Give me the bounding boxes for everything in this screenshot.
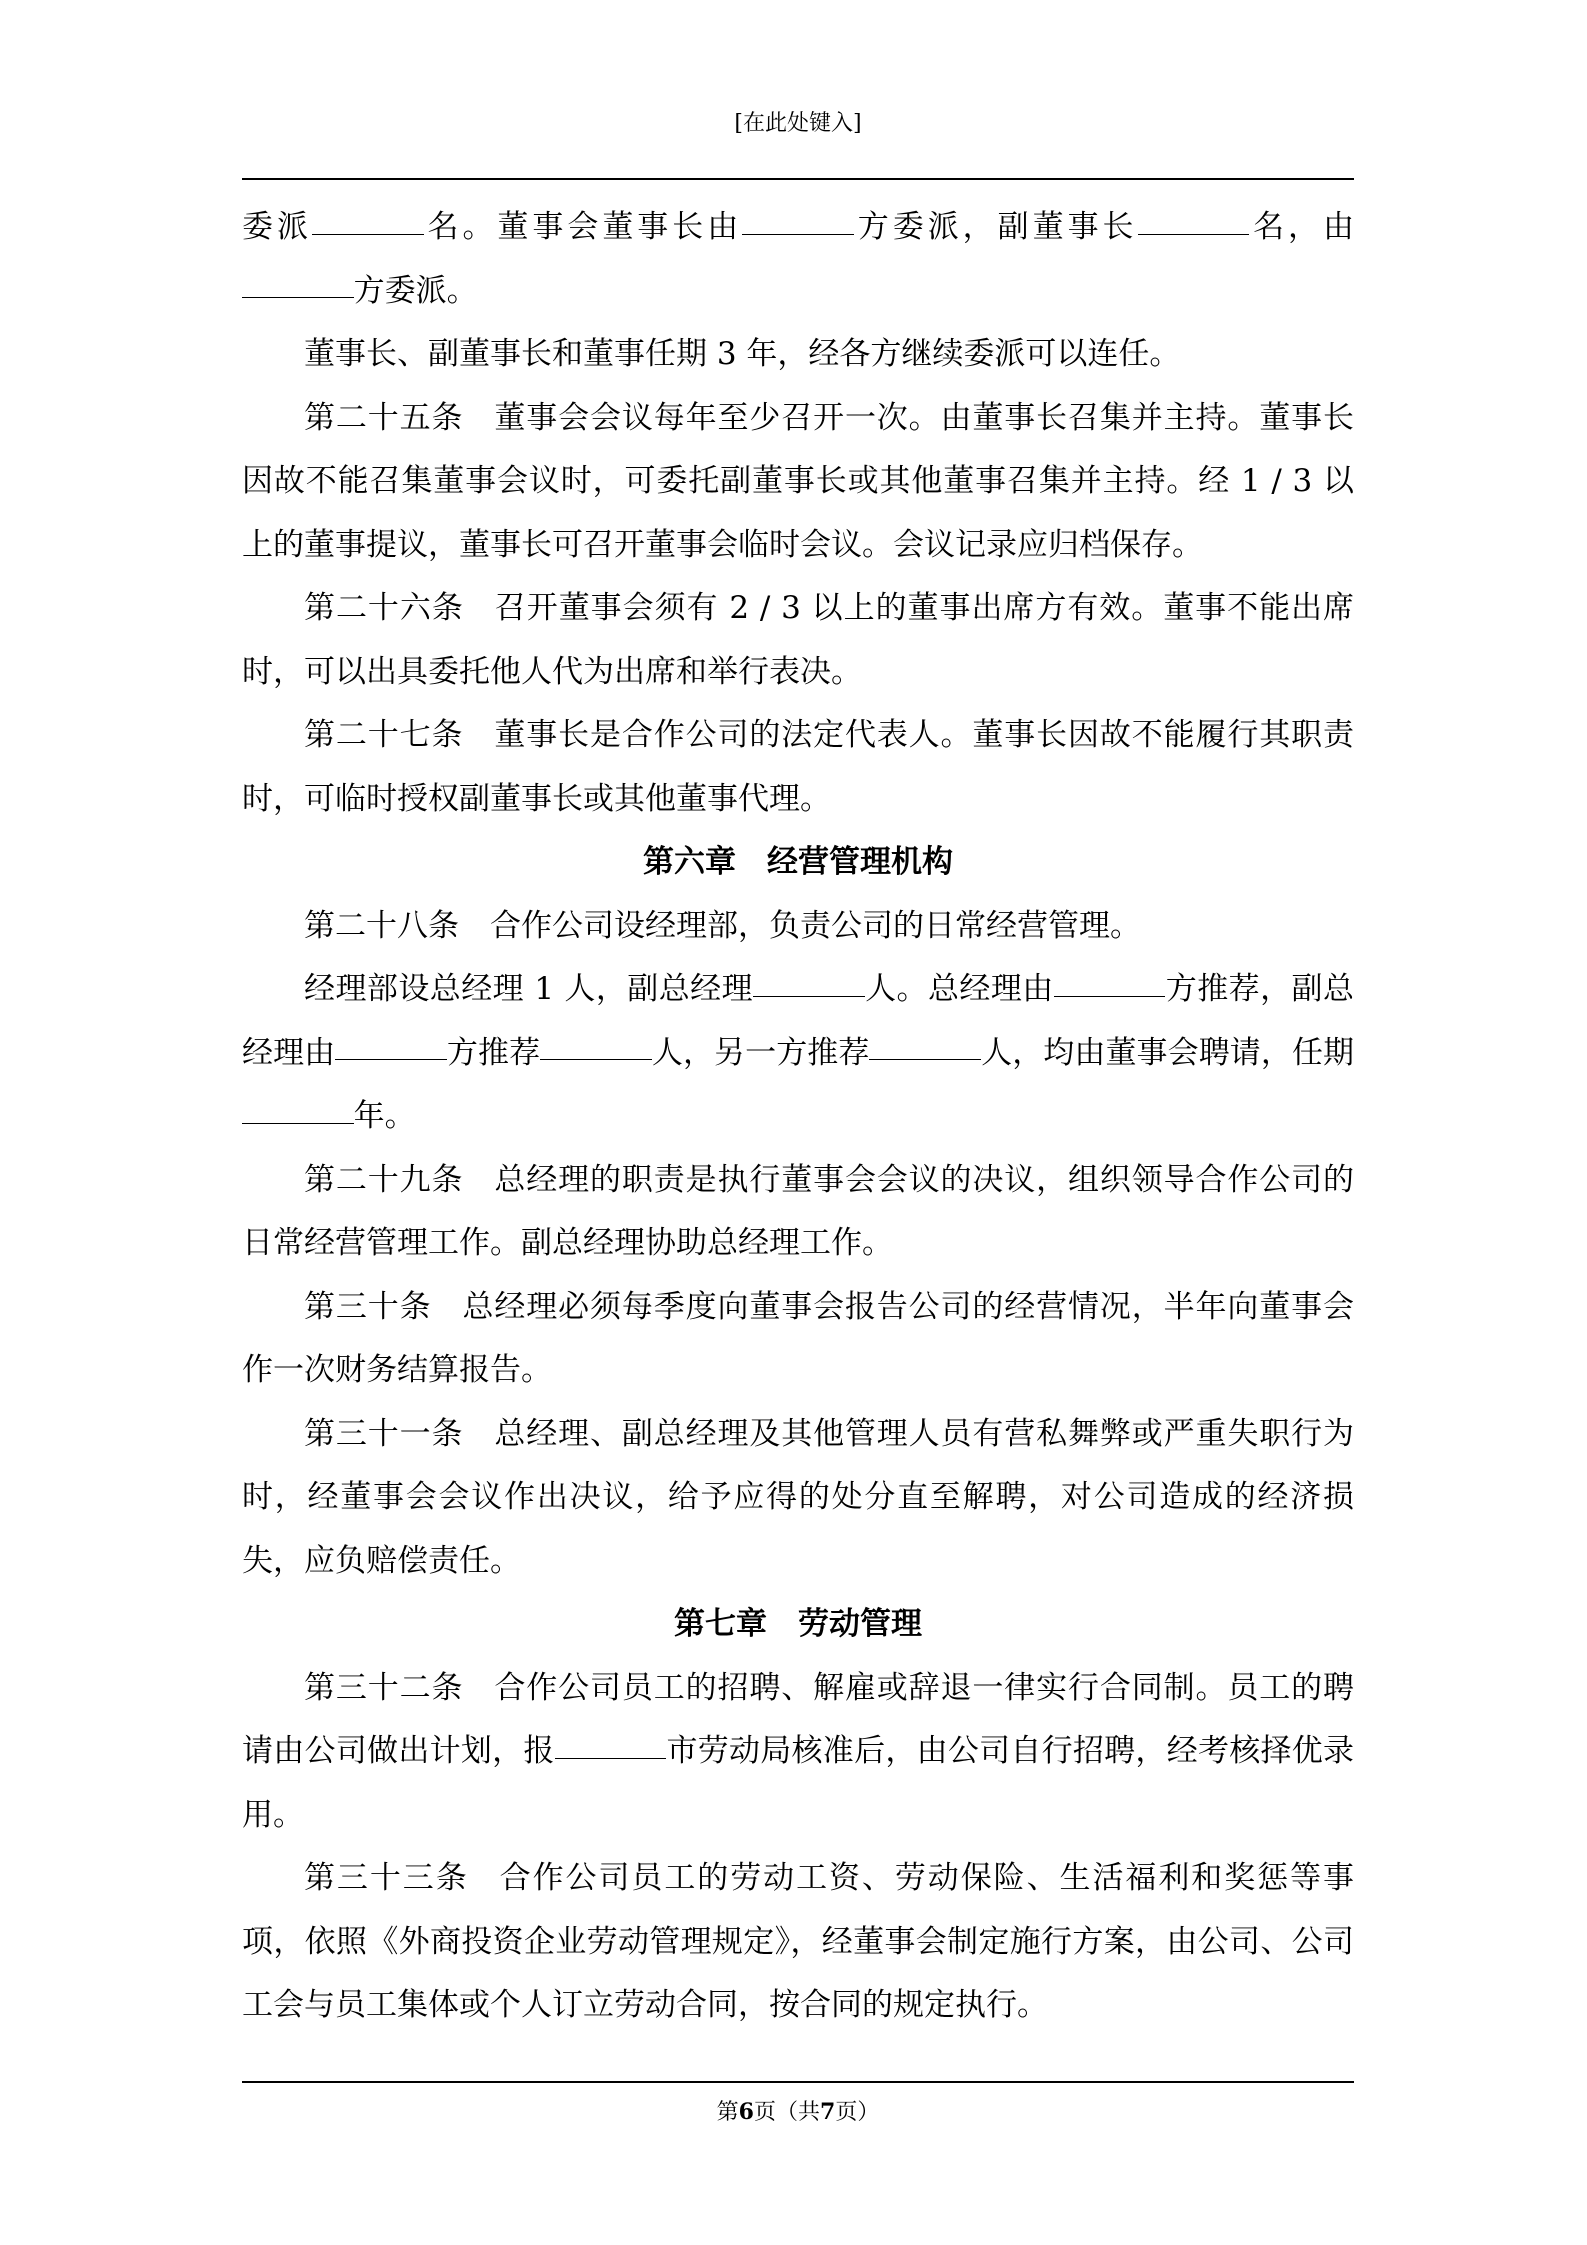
chapter-6-heading: 第六章 经营管理机构 — [643, 844, 953, 880]
fill-blank — [742, 233, 854, 235]
article-33: 第三十三条 合作公司员工的劳动工资、劳动保险、生活福利和奖惩等事项，依照《外商投资企业劳动管理规定》，经董事会制定施行方案，由公司、公司工会与员工集体或个人订立劳动合同，按合同的规定执行。 — [242, 1860, 1355, 2023]
chapter-7-heading: 第七章 劳动管理 — [674, 1606, 922, 1642]
header-rule — [242, 178, 1354, 180]
fill-blank — [1138, 233, 1250, 235]
fill-blank — [242, 296, 354, 298]
page-header: [在此处键入] — [734, 111, 862, 136]
article-number: 第二十八条 — [304, 907, 459, 944]
article-28: 第二十八条 合作公司设经理部，负责公司的日常经营管理。 — [304, 907, 1141, 944]
fill-blank — [1054, 995, 1166, 997]
article-number: 第三十三条 — [304, 1860, 469, 1896]
article-29: 第二十九条 总经理的职责是执行董事会会议的决议，组织领导合作公司的日常经营管理工作。副总经理协助总经理工作。 — [242, 1161, 1355, 1261]
article-27: 第二十七条 董事长是合作公司的法定代表人。董事长因故不能履行其职责时，可临时授权副董事长或其他董事代理。 — [242, 717, 1355, 817]
paragraph-term: 董事长、副董事长和董事任期 3 年，经各方继续委派可以连任。 — [304, 336, 1181, 372]
fill-blank — [540, 1058, 652, 1060]
page-number: 6 — [738, 2099, 754, 2125]
total-pages: 7 — [820, 2099, 836, 2125]
article-31: 第三十一条 总经理、副总经理及其他管理人员有营私舞弊或严重失职行为时，经董事会会议作出决议，给予应得的处分直至解聘，对公司造成的经济损失，应负赔偿责任。 — [242, 1415, 1355, 1579]
paragraph-board-composition: 委派 名。董事会董事长由 方委派，副董事长 名，由方委派。 — [242, 209, 1355, 309]
article-number: 第三十二条 — [304, 1669, 464, 1706]
footer-rule — [242, 2081, 1354, 2083]
fill-blank — [242, 1122, 354, 1124]
fill-blank — [753, 995, 865, 997]
article-25: 第二十五条 董事会会议每年至少召开一次。由董事长召集并主持。董事长因故不能召集董事会议时，可委托副董事长或其他董事召集并主持。经 1 / 3 以上的董事提议，董事长可召开董事会临时会议。会议记录应归档保存。 — [242, 399, 1355, 563]
article-32: 第三十二条 合作公司员工的招聘、解雇或辞退一律实行合同制。员工的聘请由公司做出计划，报 市劳动局核准后，由公司自行招聘，经考核择优录用。 — [242, 1669, 1355, 1833]
article-number: 第二十九条 — [304, 1161, 464, 1198]
paragraph-management-staffing: 经理部设总经理 1 人，副总经理 人。总经理由 方推荐，副总经理由 方推荐 人，另一方推荐 人，均由董事会聘请，任期年。 — [242, 971, 1355, 1134]
fill-blank — [869, 1058, 981, 1060]
article-number: 第三十条 — [304, 1288, 432, 1325]
document-body — [242, 196, 1354, 2038]
article-number: 第二十七条 — [304, 717, 464, 753]
fill-blank — [335, 1058, 447, 1060]
article-30: 第三十条 总经理必须每季度向董事会报告公司的经营情况，半年向董事会作一次财务结算报告。 — [242, 1288, 1354, 1388]
page-footer: 第6页（共7页） — [716, 2099, 880, 2125]
fill-blank — [312, 233, 424, 235]
fill-blank — [555, 1757, 667, 1759]
article-number: 第二十六条 — [304, 590, 464, 626]
article-number: 第三十一条 — [304, 1415, 464, 1452]
article-number: 第二十五条 — [304, 399, 464, 436]
article-26: 第二十六条 召开董事会须有 2 / 3 以上的董事出席方有效。董事不能出席时，可以出具委托他人代为出席和举行表决。 — [242, 590, 1354, 690]
